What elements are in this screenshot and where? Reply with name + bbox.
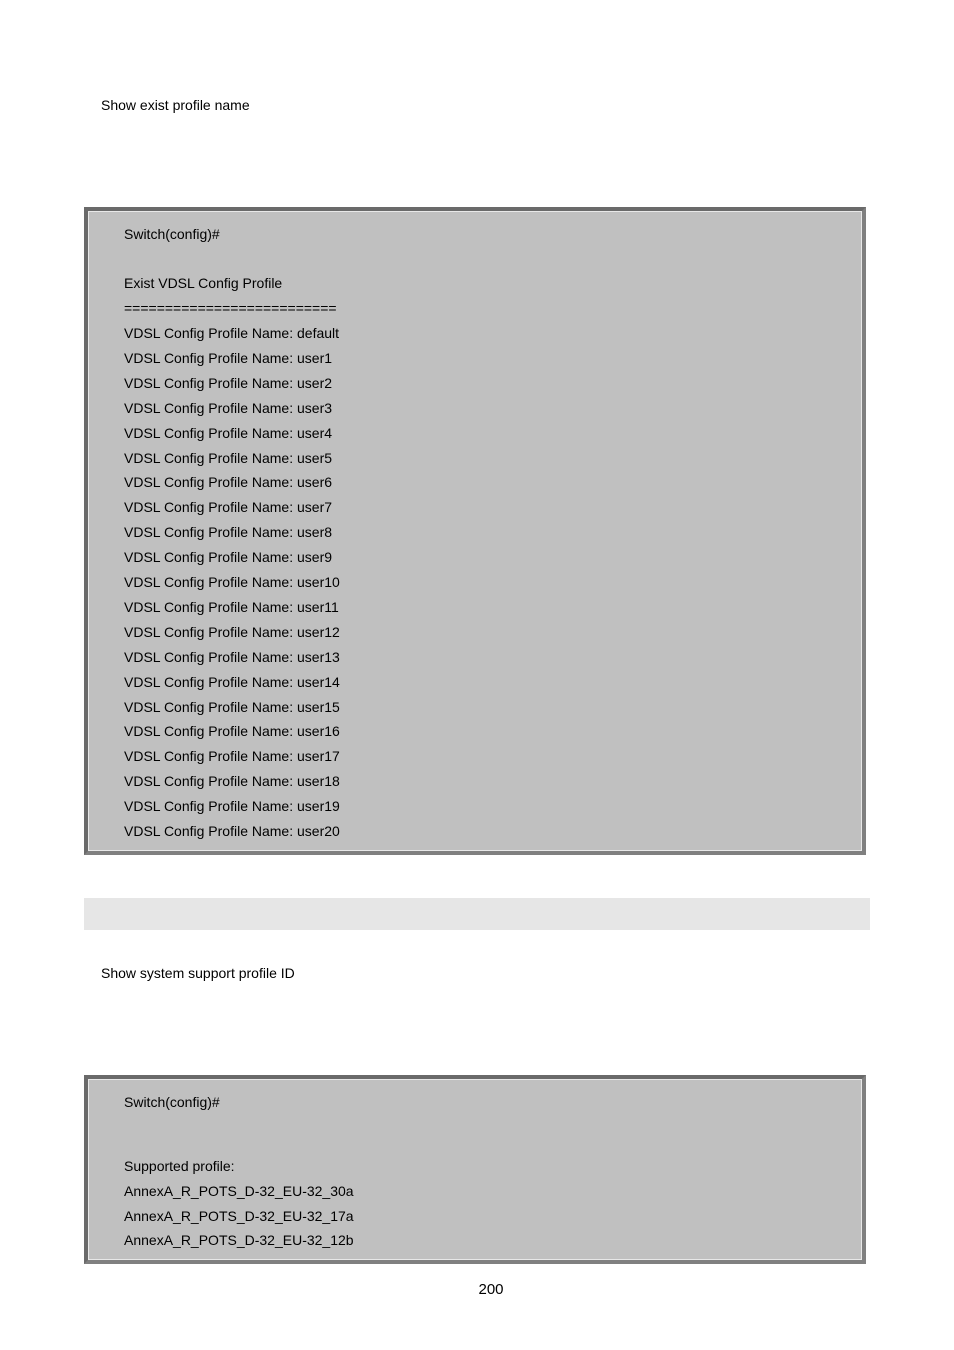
- terminal-prompt: Switch(config)#: [124, 1094, 220, 1110]
- profile-name-line: VDSL Config Profile Name: user9: [124, 549, 333, 566]
- profile-name-line: VDSL Config Profile Name: user2: [124, 374, 333, 391]
- terminal-output-profiles: [84, 207, 866, 855]
- terminal-separator: ==========================: [124, 300, 337, 316]
- profile-name-line: VDSL Config Profile Name: user4: [124, 424, 333, 441]
- supported-profile-line: AnnexA_R_POTS_D-32_EU-32_17a: [124, 1207, 354, 1224]
- section-2-description: Show system support profile ID: [101, 965, 295, 981]
- profile-name-line: VDSL Config Profile Name: user16: [124, 723, 340, 740]
- profile-name-line: VDSL Config Profile Name: user13: [124, 648, 340, 665]
- profile-name-line: VDSL Config Profile Name: user20: [124, 823, 340, 839]
- profile-name-line: VDSL Config Profile Name: user1: [124, 349, 333, 366]
- profile-name-line: VDSL Config Profile Name: default: [124, 325, 340, 341]
- profile-name-line: VDSL Config Profile Name: user10: [124, 574, 340, 590]
- terminal-output-supported-profiles: [84, 1075, 866, 1264]
- profile-name-line: VDSL Config Profile Name: user3: [124, 399, 333, 416]
- terminal-prompt: Switch(config)#: [124, 226, 220, 242]
- profile-name-line: VDSL Config Profile Name: user5: [124, 449, 333, 466]
- terminal-heading: Exist VDSL Config Profile: [124, 275, 283, 291]
- profile-name-line: VDSL Config Profile Name: user18: [124, 773, 340, 790]
- terminal-heading: Supported profile:: [124, 1158, 235, 1174]
- profile-name-line: VDSL Config Profile Name: user6: [124, 474, 333, 491]
- profile-name-line: VDSL Config Profile Name: user8: [124, 524, 333, 541]
- profile-name-line: VDSL Config Profile Name: user15: [124, 698, 340, 715]
- section-heading-bar: [84, 898, 870, 930]
- section-1-description: Show exist profile name: [101, 97, 250, 113]
- supported-profile-line: AnnexA_R_POTS_D-32_EU-32_12b: [124, 1232, 354, 1249]
- page-number: 200: [478, 1281, 504, 1298]
- profile-name-line: VDSL Config Profile Name: user11: [124, 598, 339, 615]
- profile-name-line: VDSL Config Profile Name: user12: [124, 623, 340, 640]
- profile-name-line: VDSL Config Profile Name: user19: [124, 798, 340, 815]
- supported-profile-line: AnnexA_R_POTS_D-32_EU-32_30a: [124, 1183, 354, 1199]
- profile-name-line: VDSL Config Profile Name: user7: [124, 499, 333, 516]
- profile-name-line: VDSL Config Profile Name: user17: [124, 748, 340, 765]
- profile-name-line: VDSL Config Profile Name: user14: [124, 673, 340, 690]
